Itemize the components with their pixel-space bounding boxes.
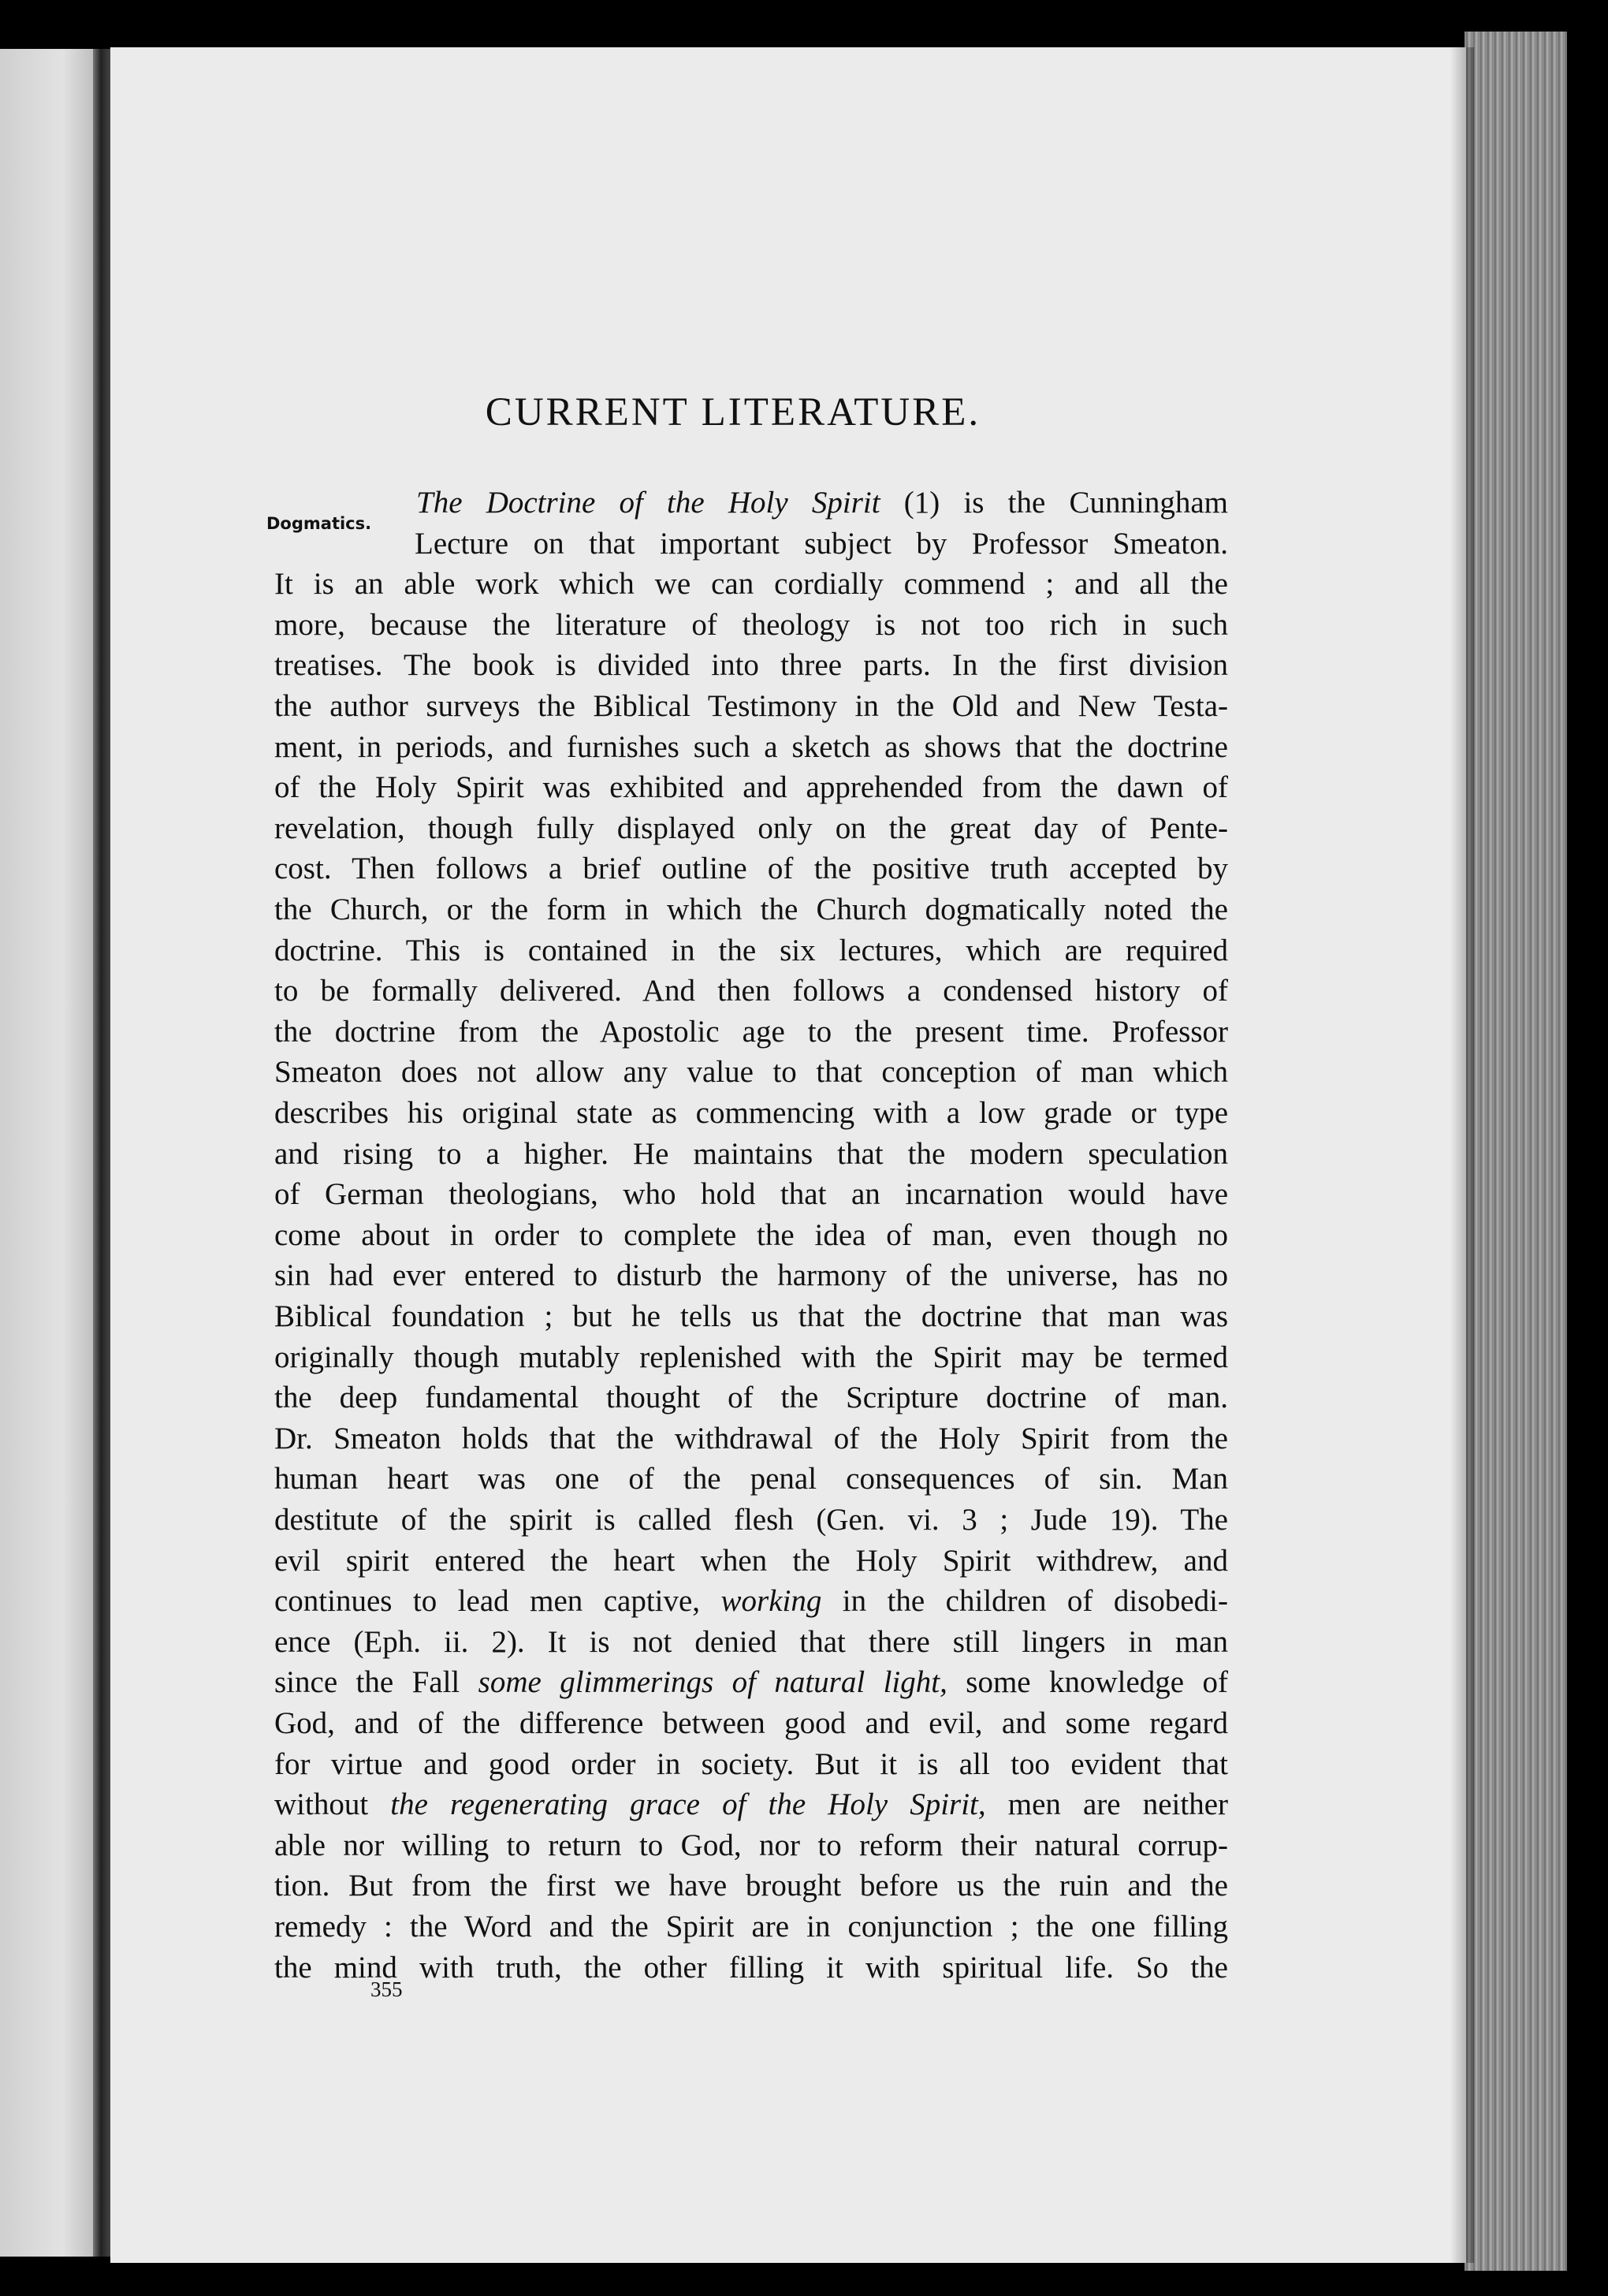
text-run: describes his original state as commencing with a low grade or type bbox=[274, 1096, 1228, 1130]
text-run: Lecture on that important subject by Professor Smeaton. bbox=[415, 526, 1228, 561]
left-page-edge bbox=[0, 49, 104, 2257]
text-run: since the Fall bbox=[274, 1665, 478, 1700]
text-run: sin had ever entered to disturb the harmony of the universe, has no bbox=[274, 1258, 1228, 1293]
text-run: the doctrine from the Apostolic age to the present time. Professor bbox=[274, 1014, 1228, 1049]
text-line bbox=[274, 1500, 1228, 1541]
text-run: continues to lead men captive, bbox=[274, 1584, 721, 1619]
text-run: Biblical foundation ; but he tells us that the doctrine that man was bbox=[274, 1299, 1228, 1333]
text-line bbox=[274, 1255, 1228, 1296]
text-line bbox=[274, 1744, 1228, 1785]
book-gutter bbox=[93, 49, 110, 2257]
text-run: some knowledge of bbox=[947, 1665, 1228, 1700]
text-run: to be formally delivered. And then follows a condensed history of bbox=[274, 974, 1228, 1008]
text-run: ence (Eph. ii. 2). It is not denied that there still lingers in man bbox=[274, 1624, 1228, 1659]
text-run: destitute of the spirit is called flesh (Gen. vi. 3 ; Jude 19). The bbox=[274, 1503, 1228, 1537]
text-line bbox=[274, 767, 1228, 808]
text-run: and rising to a higher. He maintains that the modern speculation bbox=[274, 1136, 1228, 1171]
text-run: It is an able work which we can cordially commend ; and all the bbox=[274, 567, 1228, 602]
text-line bbox=[274, 727, 1228, 768]
text-run: evil spirit entered the heart when the Holy Spirit withdrew, and bbox=[274, 1543, 1228, 1578]
text-run: Dr. Smeaton holds that the withdrawal of the Holy Spirit from the bbox=[274, 1421, 1228, 1456]
text-run: originally though mutably replenished with the Spirit may be termed bbox=[274, 1340, 1228, 1374]
text-run: of German theologians, who hold that an incarnation would have bbox=[274, 1177, 1228, 1212]
text-line bbox=[274, 1337, 1228, 1378]
text-line bbox=[274, 645, 1228, 686]
text-line bbox=[274, 971, 1228, 1012]
text-line bbox=[274, 1948, 1228, 1988]
text-run: Smeaton does not allow any value to that conception of man which bbox=[274, 1055, 1228, 1090]
text-line bbox=[274, 1459, 1228, 1500]
text-line bbox=[274, 1784, 1228, 1825]
text-run: come about in order to complete the idea of man, even though no bbox=[274, 1217, 1228, 1252]
italic-text-run: The Doctrine of the Holy Spirit bbox=[416, 486, 880, 520]
page-number: 355 bbox=[370, 1977, 403, 2001]
text-line bbox=[274, 1093, 1228, 1134]
text-run: revelation, though fully displayed only on the great day of Pente- bbox=[274, 811, 1228, 845]
text-line bbox=[274, 1377, 1228, 1418]
text-run: cost. Then follows a brief outline of the positive truth accepted by bbox=[274, 852, 1228, 886]
text-line bbox=[274, 605, 1228, 646]
text-run: the author surveys the Biblical Testimony in the Old and New Testa- bbox=[274, 689, 1228, 723]
text-run: remedy : the Word and the Spirit are in conjunction ; the one filling bbox=[274, 1910, 1228, 1944]
text-run: ment, in periods, and furnishes such a sketch as shows that the doctrine bbox=[274, 729, 1228, 764]
text-run: the Church, or the form in which the Church dogmatically noted the bbox=[274, 893, 1228, 926]
margin-note: Dogmatics. bbox=[266, 514, 372, 533]
text-line bbox=[274, 564, 1228, 605]
text-run: in the children of disobedi- bbox=[821, 1584, 1228, 1619]
text-line bbox=[274, 1703, 1228, 1744]
text-line bbox=[274, 930, 1228, 971]
text-run: men are neither bbox=[985, 1787, 1228, 1822]
text-run: doctrine. This is contained in the six lectures, which are required bbox=[274, 933, 1228, 967]
text-line bbox=[274, 1906, 1228, 1948]
text-line bbox=[416, 483, 1228, 524]
italic-text-run: some glimmerings of natural light, bbox=[478, 1665, 947, 1700]
italic-text-run: working bbox=[720, 1584, 822, 1619]
page-stack-edges bbox=[1465, 32, 1567, 2271]
text-line bbox=[274, 686, 1228, 727]
text-run: for virtue and good order in society. But it is all too evident that bbox=[274, 1746, 1228, 1781]
text-line bbox=[274, 1825, 1228, 1866]
text-line bbox=[415, 524, 1228, 565]
text-run: tion. But from the first we have brought before us the ruin and the bbox=[274, 1869, 1228, 1903]
text-line bbox=[274, 1581, 1228, 1622]
text-line bbox=[274, 848, 1228, 889]
text-run: able nor willing to return to God, nor to reform their natural corrup- bbox=[274, 1828, 1228, 1862]
text-run: (1) is the Cunningham bbox=[880, 486, 1228, 520]
text-line bbox=[274, 1622, 1228, 1663]
text-run: the deep fundamental thought of the Scripture doctrine of man. bbox=[274, 1381, 1228, 1415]
page-title: CURRENT LITERATURE. bbox=[485, 390, 981, 434]
text-run: the mind with truth, the other filling it with spiritual life. So the bbox=[274, 1950, 1228, 1985]
text-line bbox=[274, 1174, 1228, 1215]
text-run: God, and of the difference between good and evil, and some regard bbox=[274, 1706, 1228, 1740]
text-run: more, because the literature of theology is not too rich in such bbox=[274, 607, 1228, 642]
text-run: human heart was one of the penal consequences of sin. Man bbox=[274, 1462, 1228, 1496]
text-line bbox=[274, 1541, 1228, 1582]
text-line bbox=[274, 1662, 1228, 1703]
text-line bbox=[274, 808, 1228, 849]
text-run: without bbox=[274, 1787, 391, 1822]
text-line bbox=[274, 1866, 1228, 1906]
page-edge-shadow bbox=[1450, 47, 1474, 2263]
text-run: treatises. The book is divided into three parts. In the first division bbox=[274, 648, 1228, 683]
text-line bbox=[274, 1296, 1228, 1337]
text-line bbox=[274, 1012, 1228, 1053]
italic-text-run: the regenerating grace of the Holy Spirit, bbox=[390, 1787, 986, 1822]
text-line bbox=[274, 1134, 1228, 1175]
text-run: of the Holy Spirit was exhibited and apprehended from the dawn of bbox=[274, 770, 1228, 805]
text-line bbox=[274, 1052, 1228, 1093]
text-line bbox=[274, 889, 1228, 930]
text-line bbox=[274, 1215, 1228, 1256]
text-line bbox=[274, 1418, 1228, 1459]
